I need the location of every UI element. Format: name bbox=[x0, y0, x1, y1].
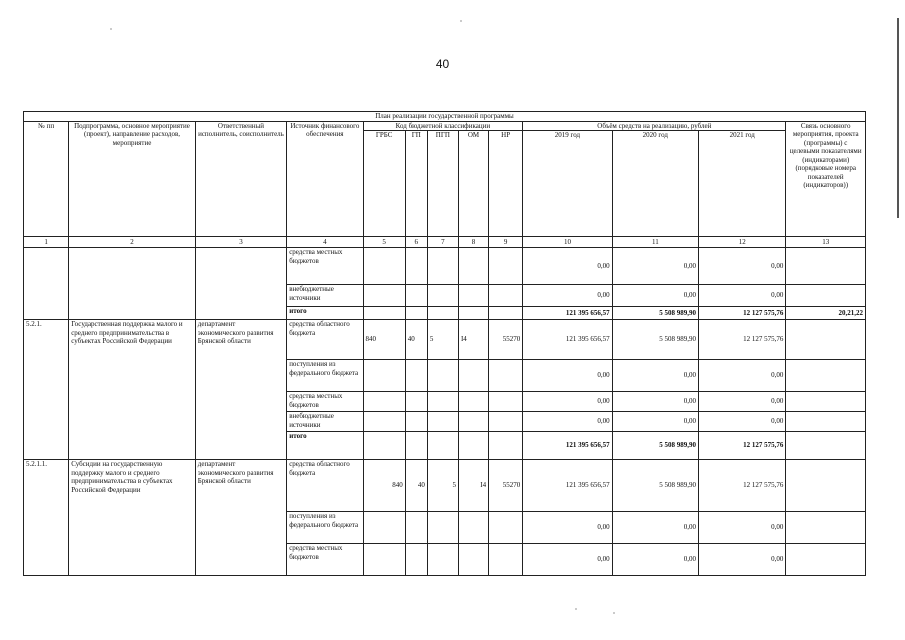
amount-2019: 0,00 bbox=[523, 392, 612, 412]
code-pgp: 5 bbox=[427, 460, 458, 512]
amount-2021: 0,00 bbox=[699, 412, 786, 432]
column-number: 8 bbox=[458, 237, 488, 248]
code-grbs: 840 bbox=[363, 320, 405, 360]
header-indicator-link: Связь основного мероприятия, проекта (программы) с целевыми показателями (индикаторами) (порядковые номера показателей (индикаторов)) bbox=[786, 121, 866, 237]
header-year-2021: 2021 год bbox=[699, 131, 786, 237]
scan-speck bbox=[460, 20, 462, 22]
amount-2019: 0,00 bbox=[523, 512, 612, 544]
column-number: 9 bbox=[489, 237, 523, 248]
indicator-link: 20,21,22 bbox=[786, 307, 866, 320]
amount-2020: 0,00 bbox=[612, 512, 698, 544]
amount-2019: 121 395 656,57 bbox=[523, 460, 612, 512]
column-number: 1 bbox=[24, 237, 69, 248]
amount-2020: 0,00 bbox=[612, 248, 698, 285]
header-year-2019: 2019 год bbox=[523, 131, 612, 237]
code-om: I4 bbox=[458, 460, 488, 512]
measure-name: Субсидии на государственную поддержку малого и среднего предпринимательства в субъектах Российской Федерации bbox=[69, 460, 196, 576]
column-number: 3 bbox=[195, 237, 286, 248]
header-subprogram: Подпрограмма, основное мероприятие (проект), направление расходов, мероприятие bbox=[69, 121, 196, 237]
header-budget-code-group: Код бюджетной классификации bbox=[363, 121, 523, 131]
source-cell-total: итого bbox=[287, 307, 363, 320]
amount-2019: 0,00 bbox=[523, 544, 612, 576]
column-number: 6 bbox=[405, 237, 427, 248]
header-source: Источник финансового обеспечения bbox=[287, 121, 363, 237]
amount-2021: 12 127 575,76 bbox=[699, 460, 786, 512]
row-number: 5.2.1.1. bbox=[24, 460, 69, 576]
source-cell: внебюджетные источники bbox=[287, 412, 363, 432]
column-number: 13 bbox=[786, 237, 866, 248]
amount-2021: 0,00 bbox=[699, 360, 786, 392]
amount-2021: 12 127 575,76 bbox=[699, 307, 786, 320]
amount-2019: 121 395 656,57 bbox=[523, 320, 612, 360]
amount-2019: 0,00 bbox=[523, 285, 612, 307]
column-number: 7 bbox=[427, 237, 458, 248]
scan-speck bbox=[575, 608, 577, 610]
header-grbs: ГРБС bbox=[363, 131, 405, 237]
amount-2021: 12 127 575,76 bbox=[699, 432, 786, 460]
amount-2020: 5 508 989,90 bbox=[612, 432, 698, 460]
header-gp: ГП bbox=[405, 131, 427, 237]
table-row bbox=[24, 460, 866, 512]
scan-edge-line bbox=[897, 18, 899, 218]
amount-2020: 5 508 989,90 bbox=[612, 307, 698, 320]
code-pgp: 5 bbox=[427, 320, 458, 360]
header-year-2020: 2020 год bbox=[612, 131, 698, 237]
code-grbs: 840 bbox=[363, 460, 405, 512]
source-cell-total: итого bbox=[287, 432, 363, 460]
header-executor: Ответственный исполнитель, соисполнитель bbox=[195, 121, 286, 237]
header-np: НР bbox=[489, 131, 523, 237]
source-cell: внебюджетные источники bbox=[287, 285, 363, 307]
source-cell: средства местных бюджетов bbox=[287, 544, 363, 576]
scan-speck bbox=[110, 28, 112, 30]
column-number: 10 bbox=[523, 237, 612, 248]
amount-2020: 0,00 bbox=[612, 544, 698, 576]
code-om: I4 bbox=[458, 320, 488, 360]
source-cell: поступления из федерального бюджета bbox=[287, 360, 363, 392]
executor: департамент экономического развития Брянской области bbox=[195, 460, 286, 576]
source-cell: поступления из федерального бюджета bbox=[287, 512, 363, 544]
implementation-plan-table bbox=[23, 111, 866, 576]
amount-2019: 121 395 656,57 bbox=[523, 307, 612, 320]
column-number: 4 bbox=[287, 237, 363, 248]
source-cell: средства областного бюджета bbox=[287, 320, 363, 360]
amount-2019: 0,00 bbox=[523, 360, 612, 392]
table-title: План реализации государственной программы bbox=[24, 112, 866, 122]
source-cell: средства местных бюджетов bbox=[287, 248, 363, 285]
code-gp: 40 bbox=[405, 460, 427, 512]
page-number: 40 bbox=[435, 57, 450, 71]
executor: департамент экономического развития Брянской области bbox=[195, 320, 286, 460]
column-number: 5 bbox=[363, 237, 405, 248]
code-np: 55270 bbox=[489, 320, 523, 360]
header-om: ОМ bbox=[458, 131, 488, 237]
amount-2020: 5 508 989,90 bbox=[612, 460, 698, 512]
amount-2021: 0,00 bbox=[699, 285, 786, 307]
amount-2019: 0,00 bbox=[523, 412, 612, 432]
amount-2021: 0,00 bbox=[699, 544, 786, 576]
amount-2021: 0,00 bbox=[699, 512, 786, 544]
source-cell: средства местных бюджетов bbox=[287, 392, 363, 412]
header-pgp: ПГП bbox=[427, 131, 458, 237]
measure-name: Государственная поддержка малого и среднего предпринимательства в субъектах Российской Федерации bbox=[69, 320, 196, 460]
scan-speck bbox=[613, 612, 615, 614]
code-np: 55270 bbox=[489, 460, 523, 512]
column-number: 2 bbox=[69, 237, 196, 248]
amount-2021: 12 127 575,76 bbox=[699, 320, 786, 360]
amount-2020: 0,00 bbox=[612, 412, 698, 432]
header-num: № пп bbox=[24, 121, 69, 237]
amount-2021: 0,00 bbox=[699, 392, 786, 412]
amount-2020: 0,00 bbox=[612, 285, 698, 307]
column-number: 11 bbox=[612, 237, 698, 248]
table-row bbox=[24, 320, 866, 360]
source-cell: средства областного бюджета bbox=[287, 460, 363, 512]
amount-2021: 0,00 bbox=[699, 248, 786, 285]
header-amount-group: Объём средств на реализацию, рублей bbox=[523, 121, 786, 131]
amount-2020: 0,00 bbox=[612, 360, 698, 392]
column-number: 12 bbox=[699, 237, 786, 248]
code-gp: 40 bbox=[405, 320, 427, 360]
amount-2019: 0,00 bbox=[523, 248, 612, 285]
table-row bbox=[24, 248, 866, 285]
row-number: 5.2.1. bbox=[24, 320, 69, 460]
amount-2020: 5 508 989,90 bbox=[612, 320, 698, 360]
amount-2019: 121 395 656,57 bbox=[523, 432, 612, 460]
amount-2020: 0,00 bbox=[612, 392, 698, 412]
